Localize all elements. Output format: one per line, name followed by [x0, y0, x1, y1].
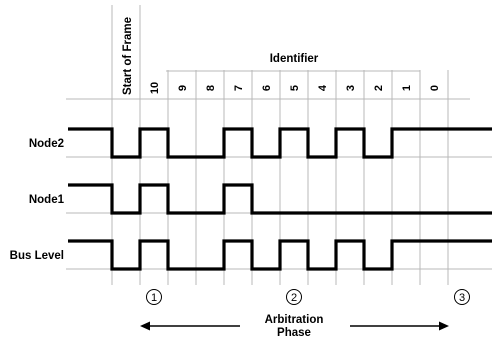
signal-label-bus-level: Bus Level [9, 250, 64, 262]
marker-3 [455, 290, 470, 305]
bit-label: 5 [289, 84, 301, 92]
bit-labels [149, 82, 441, 94]
signal-labels [10, 138, 65, 262]
bit-label: 3 [345, 84, 357, 92]
signal-label-node1: Node1 [28, 194, 64, 206]
waveform-node2 [68, 129, 492, 157]
svg-text:2: 2 [290, 292, 298, 304]
bit-label: 4 [317, 84, 329, 92]
phase-label: Phase [277, 327, 311, 339]
marker-2 [287, 290, 302, 305]
bit-label: 9 [177, 84, 189, 92]
arbitration-label: Arbitration [264, 314, 324, 326]
waveform-bus-level [68, 241, 492, 269]
identifier-label: Identifier [269, 53, 319, 65]
svg-text:1: 1 [150, 292, 158, 304]
bit-label: 10 [149, 81, 161, 95]
bit-label: 2 [373, 84, 385, 92]
marker-1 [147, 290, 162, 305]
bit-label: 8 [205, 84, 217, 92]
bit-label: 1 [401, 84, 413, 92]
bit-label: 7 [233, 84, 245, 92]
start-of-frame-label: Start of Frame [122, 17, 134, 95]
signal-label-node2: Node2 [28, 138, 64, 150]
bit-label: 6 [261, 84, 273, 92]
bit-label: 0 [429, 84, 441, 92]
svg-text:3: 3 [458, 292, 466, 304]
